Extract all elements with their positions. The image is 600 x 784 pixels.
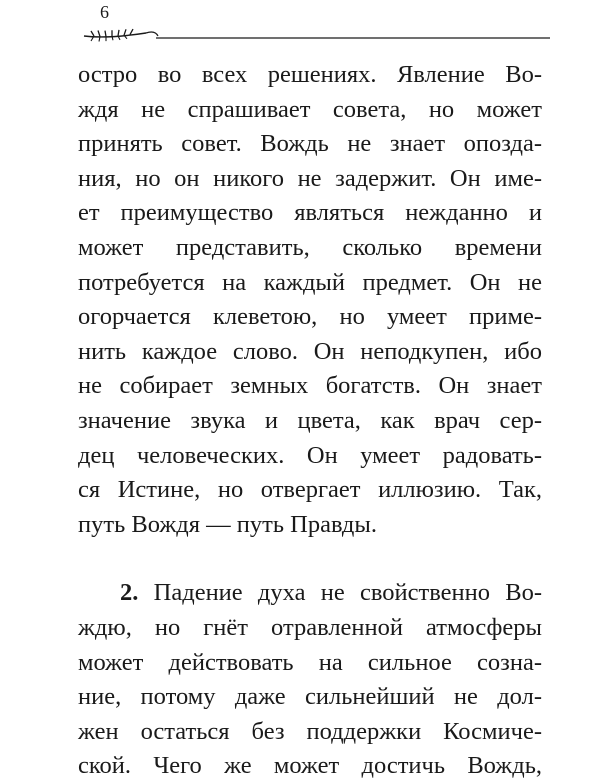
text-line: может представить, сколько времени xyxy=(78,233,542,261)
text-line: нить каждое слово. Он неподкупен, ибо xyxy=(78,337,542,365)
text-line: значение звука и цвета, как врач сер- xyxy=(78,406,542,434)
text-line: ся Истине, но отвергает иллюзию. Так, xyxy=(78,476,542,504)
page-header xyxy=(80,0,550,50)
text-line: путь Вождя — путь Правды. xyxy=(78,510,377,538)
text-line: потребуется на каждый предмет. Он не xyxy=(78,268,542,296)
text-line: ет преимущество являться нежданно и xyxy=(78,199,542,227)
text-line: дец человеческих. Он умеет радовать- xyxy=(78,441,542,469)
text-line: остро во всех решениях. Явление Во- xyxy=(78,61,542,88)
paragraph-first-line xyxy=(78,576,542,611)
text-line: ждю, но гнёт отравленной атмосферы xyxy=(78,613,542,641)
ornament-rule-icon xyxy=(80,24,550,46)
text-line: принять совет. Вождь не знает опозда- xyxy=(78,130,542,158)
paragraph-gap xyxy=(78,542,542,576)
text-line: Падение духа не свойственно Во- xyxy=(153,579,543,607)
text-line: может действовать на сильное созна- xyxy=(78,648,542,676)
text-line: не собирает земных богатств. Он знает xyxy=(78,372,542,400)
text-line: ния, но он никого не задержит. Он име- xyxy=(78,164,542,192)
page-number: 6 xyxy=(100,2,109,22)
paragraph-number: 2. xyxy=(120,579,139,607)
text-line: ждя не спрашивает совета, но может xyxy=(78,95,542,123)
text-line: ской. Чего же может достичь Вождь, xyxy=(78,752,542,780)
text-line: ние, потому даже сильнейший не дол- xyxy=(78,683,542,711)
text-line: жен остаться без поддержки Космиче- xyxy=(78,717,542,745)
text-line: огорчается клеветою, но умеет приме- xyxy=(78,303,542,331)
body-text xyxy=(78,58,542,784)
